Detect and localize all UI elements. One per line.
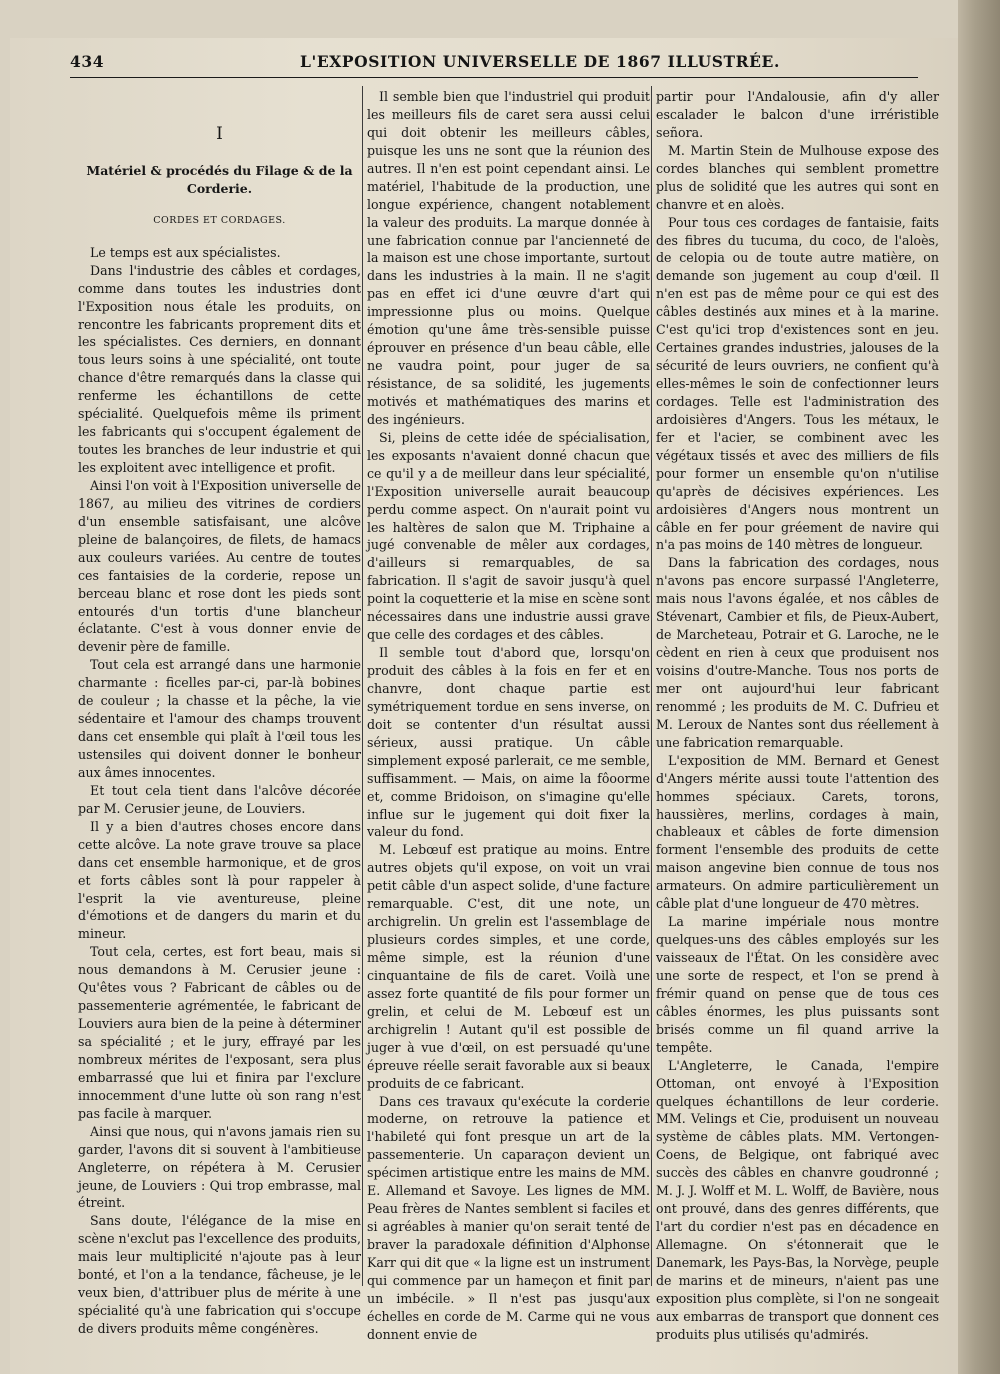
- paragraph: Dans ces travaux qu'exécute la corderie moderne, on retrouve la patience et l'habileté qui font presque un art de la passementerie. Un caparaçon devient un spécimen artistique entre les mains de MM. E. Allemand et Savoye. Les lignes de MM. Peau frères de Nantes semblent si faciles et si agréables à manier qu'on serait tenté de braver la paradoxale définition d'Alphonse Karr qui dit que « la ligne est un instrument qui commence par un hameçon et finit par un imbécile. » Il n'est pas jusqu'aux échelles en corde de M. Carme qui ne vous donnent envie de: [367, 1093, 650, 1342]
- paragraph: Le temps est aux spécialistes.: [90, 244, 281, 260]
- paragraph: L'Angleterre, le Canada, l'empire Ottoman, ont envoyé à l'Exposition quelques échantillons de leur corderie. MM. Velings et Cie, produisent un nouveau système de câbles plats. MM. Vertongen-Coens, de Belgique, ont fabriqué avec succès des câbles en chanvre goudronné ; M. J. J. Wolff et M. L. Wolff, de Bavière, nous ont prouvé, dans des genres différents, que l'art du cordier n'est pas en décadence en Allemagne. On s'étonnerait que le Danemark, les Pays-Bas, la Norvège, peuple de marins et de mineurs, n'aient pas une exposition plus complète, si l'on ne songeait aux embarras de transport que donnent ces produits plus utilisés qu'admirés.: [656, 1057, 939, 1342]
- column-1-body: [78, 244, 361, 1338]
- paragraph: Pour tous ces cordages de fantaisie, faits des fibres du tucuma, du coco, de l'aloès, de celopia ou de toute autre matière, on demande son jugement au coup d'œil. Il n'en est pas de même pour ce qui est des câbles destinés aux mines et à la marine. C'est qu'ici trop d'existences sont en jeu. Certaines grandes industries, jalouses de la sécurité de leurs ouvriers, ne confient qu'à elles-mêmes le soin de confectionner leurs cordages. Telle est l'administration des ardoisières d'Angers. Tous les métaux, le fer et l'acier, se combinent avec les végétaux tissés et avec des milliers de fils pour former un ensemble qu'on n'utilise qu'après de décisives expériences. Les ardoisières d'Angers nous montrent un câble en fer pour gréement de navire qui n'a pas moins de 140 mètres de longueur.: [656, 214, 939, 553]
- paragraph: Ainsi l'on voit à l'Exposition universelle de 1867, au milieu des vitrines de cordiers d'un ensemble satisfaisant, une alcôve pleine de balançoires, de filets, de hamacs aux couleurs variées. Au centre de toutes ces fantaisies de la corderie, repose un berceau blanc et rose dont les pieds sont entourés d'un tortis d'une blancheur éclatante. C'est à vous donner envie de devenir père de famille.: [78, 477, 361, 655]
- paragraph: Ainsi que nous, qui n'avons jamais rien su garder, l'avons dit si souvent à l'ambitieuse Angleterre, on répétera à M. Cerusier jeune, de Louviers : Qui trop embrasse, mal étreint.: [78, 1123, 361, 1211]
- paragraph: Tout cela, certes, est fort beau, mais si nous demandons à M. Cerusier jeune : Qu'êtes vous ? Fabricant de câbles ou de passementerie agrémentée, le fabricant de Louviers aura bien de la peine à déterminer sa spécialité ; et le jury, effrayé par les nombreux mérites de l'exposant, sera plus embarrassé que lui et finira par l'exclure innocemment d'une lutte où son rang n'est pas facile à marquer.: [78, 944, 361, 1121]
- article-heading: Matériel & procédés du Filage & de la Corderie.: [86, 162, 353, 196]
- column-divider: [362, 86, 363, 1286]
- page-edge: [958, 0, 1000, 1374]
- paragraph: Il semble tout d'abord que, lorsqu'on produit des câbles à la fois en fer et en chanvre, dont chaque partie est symétriquement tordue en sens inverse, on doit se contenter d'un résultat aussi sérieux, aussi pratique. Un câble simplement exposé parlerait, ce me semble, suffisamment. — Mais, on aime la fôoorme et, comme Bridoison, on s'imagine qu'elle influe sur le jugement qui doit fixer la valeur du fond.: [367, 645, 650, 840]
- paragraph: Il y a bien d'autres choses encore dans cette alcôve. La note grave trouve sa place dans cet ensemble harmonique, et de gros et forts câbles sont là pour rappeler à l'esprit la vie aventureuse, pleine d'émotions et de dangers du marin et du mineur.: [78, 818, 361, 942]
- paragraph: Et tout cela tient dans l'alcôve décorée par M. Cerusier jeune, de Louviers.: [78, 782, 361, 816]
- page-number: 434: [70, 52, 105, 71]
- paragraph: Si, pleins de cette idée de spécialisation, les exposants n'avaient donné chacun que ce qu'il y a de meilleur dans leur spécialité, l'Exposition universelle aurait beaucoup perdu comme aspect. On n'aurait point vu les haltères de salon que M. Triphaine a jugé convenable de mêler aux cordages, d'ailleurs si remarquables, de sa fabrication. Il s'agit de savoir jusqu'à quel point la coquetterie et la mise en scène sont nécessaires dans une industrie aussi grave que celle des cordages et des câbles.: [367, 429, 650, 643]
- column-divider: [651, 86, 652, 1286]
- paragraph: La marine impériale nous montre quelques-uns des câbles employés sur les vaisseaux de l'État. On les considère avec une sorte de respect, et l'on se prend à frémir quand on pense que de tous ces câbles énormes, les plus puissants sont brisés comme un fil quand arrive la tempête.: [656, 914, 939, 1055]
- publication-title: L'EXPOSITION UNIVERSELLE DE 1867 ILLUSTRÉE.: [300, 52, 780, 71]
- paragraph: partir pour l'Andalousie, afin d'y aller escalader le balcon d'une irréristible señora.: [656, 89, 939, 140]
- section-number: I: [216, 124, 223, 144]
- paragraph: L'exposition de MM. Bernard et Genest d'Angers mérite aussi toute l'attention des hommes spéciaux. Carets, torons, haussières, merlins, cordages à main, chableaux et câbles de forte dimension forment l'ensemble des produits de cette maison angevine bien connue de tous nos armateurs. On admire particulièrement un câble plat d'une longueur de 470 mètres.: [656, 752, 939, 912]
- paragraph: Sans doute, l'élégance de la mise en scène n'exclut pas l'excellence des produits, mais leur multiplicité n'ajoute pas à leur bonté, et l'on a la tendance, fâcheuse, je le veux bien, d'attribuer plus de mérite à une spécialité qu'à une fabrication qui s'occupe de divers produits même congénères.: [78, 1213, 362, 1336]
- running-header: [70, 48, 970, 76]
- paragraph: Tout cela est arrangé dans une harmonie charmante : ficelles par-ci, par-là bobines de couleur ; la chasse et la pêche, la vie sédentaire et l'amour des champs trouvent dans cet ensemble qui plaît à l'œil tous les ustensiles qui doivent donner le bonheur aux âmes innocentes.: [78, 657, 361, 780]
- paragraph: Il semble bien que l'industriel qui produit les meilleurs fils de caret sera aussi celui qui doit obtenir les meilleurs câbles, puisque les uns ne sont que la réunion des autres. Il n'en est point cependant ainsi. Le matériel, l'habitude de la production, une longue expérience, changent notablement la valeur des produits. La marque donnée à une fabrication connue par l'ancienneté de la maison est une chose importante, surtout dans les industries à la main. Il ne s'agit pas en effet ici d'une œuvre d'art qui impressionne plus ou moins. Quelque émotion qu'une âme très-sensible puisse éprouver en présence d'un beau câble, elle ne vaudra point, pour juger de sa résistance, de sa solidité, les jugements motivés et mathématiques des marins et des ingénieurs.: [367, 89, 650, 427]
- article-subheading: CORDES ET CORDAGES.: [153, 214, 286, 226]
- paragraph: M. Lebœuf est pratique au moins. Entre autres objets qu'il expose, on voit un vrai petit câble d'un aspect solide, d'une facture remarquable. C'est, dit une note, un archigrelin. Un grelin est l'assemblage de plusieurs cordes simples, et une corde, même simple, est la réunion d'une cinquantaine de fils de caret. Voilà une assez forte quantité de fils pour former un grelin, et celui de M. Lebœuf est un archigrelin ! Autant qu'il est possible de juger à vue d'œil, on est persuadé qu'une épreuve réelle serait favorable aux si beaux produits de ce fabricant.: [367, 842, 650, 1091]
- header-rule: [70, 77, 918, 78]
- paragraph: Dans l'industrie des câbles et cordages, comme dans toutes les industries dont l'Exposition nous étale les produits, on rencontre les fabricants proprement dits et les spécialistes. Ces derniers, en donnant tous leurs soins à une spécialité, ont toute chance d'être remarqués dans la classe qui renferme les échantillons de cette spécialité. Quelquefois même ils priment les fabricants qui s'occupent également de toutes les branches de leur industrie et qui les exploitent avec intelligence et profit.: [78, 262, 361, 475]
- column-2: [367, 88, 650, 1344]
- paragraph: Dans la fabrication des cordages, nous n'avons pas encore surpassé l'Angleterre, mais nous l'avons égalée, et nos câbles de Stévenart, Cambier et fils, de Pieux-Aubert, de Marcheteau, Potrair et G. Laroche, ne le cèdent en rien à ceux que produisent nos voisins d'outre-Manche. Tous nos ports de mer ont aujourd'hui leur fabricant renommé ; les produits de M. C. Dufrieu et M. Leroux de Nantes sont dus réellement à une fabrication remarquable.: [656, 555, 939, 750]
- paragraph: M. Martin Stein de Mulhouse expose des cordes blanches qui semblent promettre plus de solidité que les autres qui sont en chanvre et en aloès.: [656, 142, 939, 212]
- column-3: [656, 88, 939, 1344]
- column-1: [78, 88, 361, 1338]
